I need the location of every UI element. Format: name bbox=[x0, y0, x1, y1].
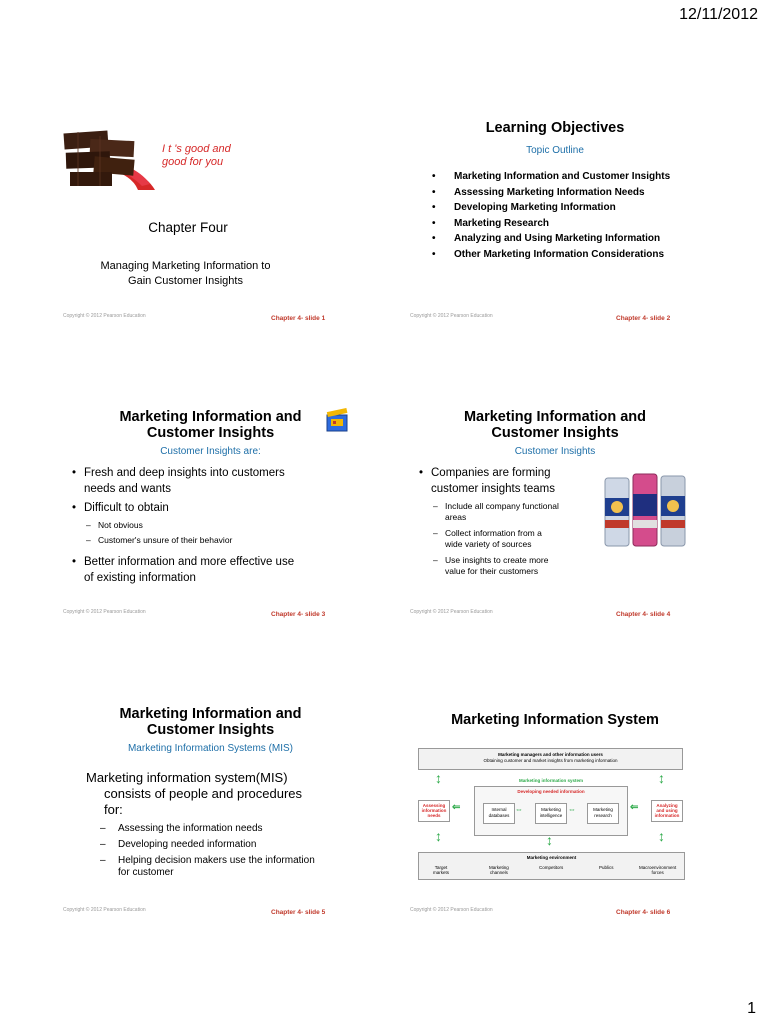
list-item: – Not obvious bbox=[84, 520, 232, 531]
list-item: – Helping decision makers use the information for customer bbox=[98, 855, 358, 879]
diagram-top-box: Marketing managers and other information users Obtaining customer and market insights from marketing information bbox=[418, 748, 683, 770]
copyright: Copyright © 2012 Pearson Education bbox=[63, 907, 146, 913]
slide-title: Marketing Information System bbox=[451, 712, 659, 728]
slide-subtitle: Customer Insights are: bbox=[160, 446, 261, 457]
tagline: I t 's good and good for you bbox=[162, 143, 231, 168]
internal-databases-box: Internal databases bbox=[483, 803, 515, 824]
slide-5 bbox=[58, 706, 358, 956]
left-arrow-icon: ⇐ bbox=[452, 802, 461, 813]
list-item: • Assessing Marketing Information Needs bbox=[432, 185, 670, 201]
copyright: Copyright © 2012 Pearson Education bbox=[63, 313, 146, 319]
list-item: – Developing needed information bbox=[98, 839, 358, 851]
left-right-arrow-icon: ⇔ bbox=[568, 805, 576, 814]
slide-title: Marketing Information and Customer Insights bbox=[463, 409, 647, 441]
env-target-markets: Target markets bbox=[433, 865, 450, 875]
up-down-arrow-icon: ↕ bbox=[546, 832, 553, 848]
page-number: 1 bbox=[747, 1000, 756, 1017]
slide-3 bbox=[58, 408, 358, 658]
slide-number: Chapter 4- slide 5 bbox=[271, 909, 326, 916]
up-down-arrow-icon: ↕ bbox=[435, 828, 442, 844]
list-item: • Other Marketing Information Considerations bbox=[432, 247, 670, 263]
chapter-subtitle: Managing Marketing Information to Gain Customer Insights bbox=[100, 260, 271, 287]
slide-number: Chapter 4- slide 3 bbox=[271, 611, 326, 618]
slide-number: Chapter 4- slide 2 bbox=[616, 315, 671, 322]
left-arrow-icon: ⇐ bbox=[630, 802, 639, 813]
slide-number: Chapter 4- slide 1 bbox=[271, 315, 326, 322]
env-publics: Publics bbox=[599, 865, 614, 870]
list-item: • Marketing Research bbox=[432, 216, 670, 232]
env-marketing-channels: Marketing channels bbox=[489, 865, 509, 875]
marketing-intelligence-box: Marketing intelligence bbox=[535, 803, 567, 824]
chapter-title: Chapter Four bbox=[148, 220, 228, 235]
slide-2 bbox=[405, 110, 705, 360]
list-item: – Use insights to create more value for their customers bbox=[431, 555, 596, 577]
copyright: Copyright © 2012 Pearson Education bbox=[410, 313, 493, 319]
slide-6 bbox=[405, 706, 705, 956]
slide-title: Marketing Information and Customer Insights bbox=[119, 409, 302, 441]
marketing-research-box: Marketing research bbox=[587, 803, 619, 824]
lead-paragraph: Marketing information system(MIS) consists of people and procedures for: bbox=[86, 770, 303, 817]
copyright: Copyright © 2012 Pearson Education bbox=[410, 609, 493, 615]
slide-number: Chapter 4- slide 6 bbox=[616, 909, 671, 916]
env-macroenvironment: Macroenvironment forces bbox=[639, 865, 677, 875]
slide-title: Marketing Information and Customer Insights bbox=[119, 706, 302, 738]
left-right-arrow-icon: ⇔ bbox=[515, 805, 523, 814]
objectives-list bbox=[432, 169, 670, 262]
sub-list bbox=[98, 823, 358, 884]
list-item: – Customer's unsure of their behavior bbox=[84, 535, 232, 546]
up-down-arrow-icon: ↕ bbox=[658, 770, 665, 786]
slide-4 bbox=[405, 408, 705, 658]
copyright: Copyright © 2012 Pearson Education bbox=[63, 609, 146, 615]
analyzing-box: Analyzing and using information bbox=[651, 800, 683, 822]
slide-subtitle: Customer Insights bbox=[514, 446, 596, 457]
up-down-arrow-icon: ↕ bbox=[435, 770, 442, 786]
sub-list bbox=[84, 520, 232, 551]
list-item: – Include all company functional areas bbox=[431, 501, 596, 523]
env-competitors: Competitors bbox=[539, 865, 564, 870]
developing-box: Developing needed information Internal databases ⇔ Marketing intelligence ⇔ Marketing research bbox=[474, 786, 628, 836]
bullet-list bbox=[72, 554, 362, 589]
list-item: • Difficult to obtain bbox=[72, 500, 362, 516]
clapperboard-icon bbox=[326, 408, 348, 432]
list-item: • Marketing Information and Customer Insights bbox=[432, 169, 670, 185]
list-item: • Fresh and deep insights into customers needs and wants bbox=[72, 465, 362, 497]
list-item: • Companies are forming customer insights teams bbox=[419, 465, 609, 497]
environment-box: Marketing environment Target markets Marketing channels Competitors Publics Macroenvironment forces bbox=[418, 852, 685, 880]
up-down-arrow-icon: ↕ bbox=[658, 828, 665, 844]
list-item: • Better information and more effective use of existing information bbox=[72, 554, 362, 586]
slide-subtitle: Topic Outline bbox=[526, 145, 584, 156]
slide-number: Chapter 4- slide 4 bbox=[616, 611, 671, 618]
energy-drink-cans-image bbox=[603, 470, 693, 550]
print-date: 12/11/2012 bbox=[679, 6, 758, 23]
slide-1 bbox=[58, 110, 358, 360]
list-item: • Analyzing and Using Marketing Information bbox=[432, 231, 670, 247]
slide-subtitle: Marketing Information Systems (MIS) bbox=[127, 743, 294, 754]
list-item: • Developing Marketing Information bbox=[432, 200, 670, 216]
bullet-list bbox=[419, 465, 609, 500]
slide-title: Learning Objectives bbox=[485, 120, 625, 136]
list-item: – Assessing the information needs bbox=[98, 823, 358, 835]
mis-diagram bbox=[418, 748, 685, 884]
copyright: Copyright © 2012 Pearson Education bbox=[410, 907, 493, 913]
list-item: – Collect information from a wide variety of sources bbox=[431, 528, 596, 550]
assessing-box: Assessing information needs bbox=[418, 800, 450, 822]
chocolate-image bbox=[60, 128, 155, 190]
mis-label: Marketing information system bbox=[518, 778, 583, 783]
bullet-list bbox=[72, 465, 362, 517]
sub-list bbox=[431, 501, 596, 582]
